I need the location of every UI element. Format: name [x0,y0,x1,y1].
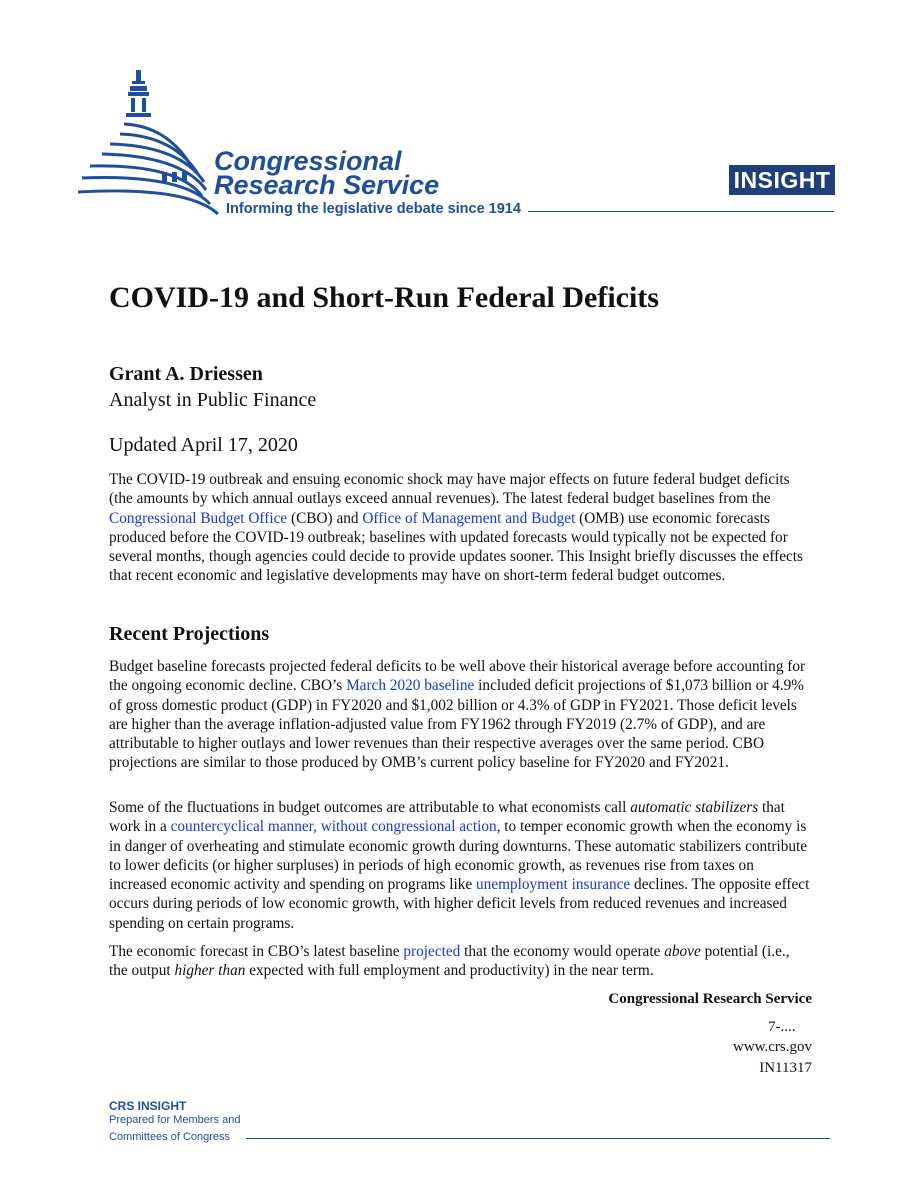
footer-code: 7-.... [768,1019,796,1035]
updated-date: Updated April 17, 2020 [109,434,298,456]
footer-org: Congressional Research Service [608,991,812,1007]
para2-emphasis: automatic stabilizers [630,799,759,816]
link-omb[interactable]: Office of Management and Budget [362,509,576,527]
link-projected[interactable]: projected [403,943,461,960]
para1-text-1: Budget baseline forecasts projected federal deficits to be well above their historical average before accounting for the ongoing economic decline. CBO’s [109,658,806,695]
insight-badge: INSIGHT [729,165,835,195]
para1-text-2: included deficit projections of $1,073 billion or 4.9% of gross domestic product (GDP) in FY2020 and $1,002 billion or 4.3% of GDP in FY2021. Those deficit levels are higher than the average inflation-adjusted value from FY1962 through FY2019 (2.7% of GDP), and are attributable to higher outlays and lower revenues than their respective averages over the same period. CBO projections are similar to those produced by OMB’s current policy baseline for FY2020 and FY2021. [109,677,805,772]
paragraph-2 [109,798,812,933]
link-cbo[interactable]: Congressional Budget Office [109,509,288,527]
para2-text-3: , to temper economic growth when the economy is in danger of overheating and stimulate economic growth during downturns. These automatic stabilizers contribute to lower deficits (or higher surpluses) in periods of high economic growth, as revenues rise from taxes on increased economic activity and spending on programs like [109,818,808,894]
para2-text-2: that work in a [109,799,785,836]
prepared-for-line1: Prepared for Members and [109,1114,241,1126]
para3-emphasis-2: higher than [174,962,246,980]
org-tagline: Informing the legislative debate since 1914 [226,201,521,217]
link-march-2020-baseline[interactable]: March 2020 baseline [346,677,475,695]
link-unemployment-insurance[interactable]: unemployment insurance [476,876,631,894]
para3-emphasis-1: above [664,943,701,960]
crs-insight-label: CRS INSIGHT [109,1099,187,1113]
para2-text-4: declines. The opposite effect occurs during periods of low economic growth, with higher deficit levels from reduced revenues and increased spending on certain programs. [109,876,810,932]
prepared-for-line2: Committees of Congress [109,1131,231,1143]
intro-paragraph [109,470,812,586]
org-name-line2: Research Service [214,170,440,200]
intro-text-3: (OMB) use economic forecasts produced before the COVID-19 outbreak; baselines with updated forecasts would typically not be expected for several months, though agencies could decide to provide updates sooner. This Insight briefly discusses the effects that recent economic and legislative developments may have on short-term federal budget outcomes. [109,509,804,585]
paragraph-1 [109,657,812,773]
intro-text-2: (CBO) and [287,509,363,527]
author-role: Analyst in Public Finance [109,389,317,411]
para3-text-1: The economic forecast in CBO’s latest baseline [109,943,404,960]
paragraph-3 [109,942,812,981]
link-countercyclical[interactable]: countercyclical manner, without congressional action [170,818,497,836]
org-name-line1: Congressional [214,146,402,176]
footer-report-id: IN11317 [759,1060,812,1076]
para3-text-3: potential (i.e., the output [109,943,790,980]
para3-text-4: expected with full employment and productivity) in the near term. [245,962,654,980]
para3-text-2: that the economy would operate [460,943,665,960]
footer-website: www.crs.gov [732,1039,812,1055]
footer-divider [246,1138,830,1139]
para2-text-1: Some of the fluctuations in budget outcomes are attributable to what economists call [109,799,631,816]
intro-text-1: The COVID-19 outbreak and ensuing economic shock may have major effects on future federal budget deficits (the amounts by which annual outlays exceed annual revenues). The latest federal budget baselines from the [109,471,790,508]
author-name: Grant A. Driessen [109,363,263,385]
section-heading: Recent Projections [109,623,270,645]
header-divider [528,211,834,212]
page-title: COVID-19 and Short-Run Federal Deficits [109,281,659,314]
